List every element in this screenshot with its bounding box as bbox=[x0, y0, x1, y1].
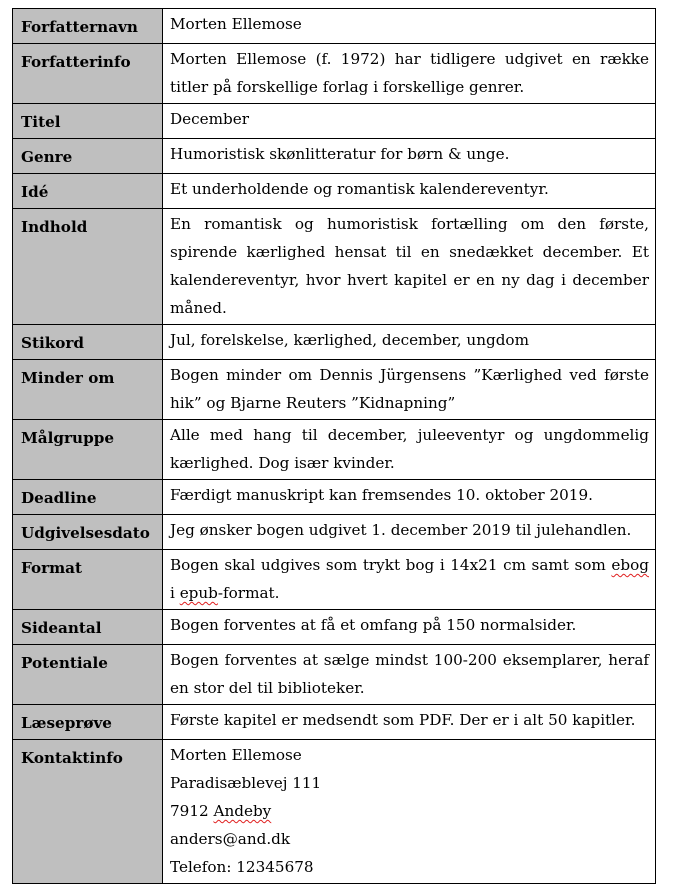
row-value: Et underholdende og romantisk kalendereventyr. bbox=[163, 174, 656, 209]
row-value: Jeg ønsker bogen udgivet 1. december 2019 til julehandlen. bbox=[163, 515, 656, 550]
table-row bbox=[13, 515, 656, 550]
row-label: Stikord bbox=[13, 325, 163, 360]
row-value: Første kapitel er medsendt som PDF. Der er i alt 50 kapitler. bbox=[163, 705, 656, 740]
row-value: Færdigt manuskript kan fremsendes 10. oktober 2019. bbox=[163, 480, 656, 515]
row-value: Bogen minder om Dennis Jürgensens ”Kærlighed ved første hik” og Bjarne Reuters ”Kidnapning” bbox=[163, 360, 656, 420]
row-label: Genre bbox=[13, 139, 163, 174]
row-label: Potentiale bbox=[13, 645, 163, 705]
row-label: Læseprøve bbox=[13, 705, 163, 740]
row-label: Sideantal bbox=[13, 610, 163, 645]
table-row bbox=[13, 705, 656, 740]
format-text-start: Bogen skal udgives som trykt bog i 14x21 cm samt som bbox=[170, 556, 612, 574]
row-label: Deadline bbox=[13, 480, 163, 515]
table-row bbox=[13, 610, 656, 645]
spellcheck-word: epub bbox=[179, 584, 218, 602]
contact-street: Paradisæblevej 111 bbox=[170, 774, 322, 792]
row-value: Bogen forventes at sælge mindst 100-200 eksemplarer, heraf en stor del til biblioteker. bbox=[163, 645, 656, 705]
table-row bbox=[13, 480, 656, 515]
row-value: Humoristisk skønlitteratur for børn & unge. bbox=[163, 139, 656, 174]
table-row bbox=[13, 9, 656, 44]
contact-phone: Telefon: 12345678 bbox=[170, 858, 314, 876]
row-label: Titel bbox=[13, 104, 163, 139]
table-row bbox=[13, 740, 656, 884]
row-label: Minder om bbox=[13, 360, 163, 420]
contact-block bbox=[163, 740, 656, 884]
table-row bbox=[13, 44, 656, 104]
row-label: Idé bbox=[13, 174, 163, 209]
row-label: Indhold bbox=[13, 209, 163, 325]
row-value: Morten Ellemose bbox=[163, 9, 656, 44]
table-row bbox=[13, 139, 656, 174]
table-row bbox=[13, 325, 656, 360]
table-row bbox=[13, 360, 656, 420]
table-row bbox=[13, 209, 656, 325]
row-value: En romantisk og humoristisk fortælling om den første, spirende kærlighed hensat til en snedækket december. Et kalendereventyr, hvor hvert kapitel er en ny dag i december måned. bbox=[163, 209, 656, 325]
table-row bbox=[13, 174, 656, 209]
format-text-mid: i bbox=[170, 584, 180, 602]
contact-name: Morten Ellemose bbox=[170, 746, 302, 764]
table-row bbox=[13, 104, 656, 139]
row-label: Format bbox=[13, 550, 163, 610]
row-value: Alle med hang til december, juleeventyr og ungdommelig kærlighed. Dog især kvinder. bbox=[163, 420, 656, 480]
row-value: Morten Ellemose (f. 1972) har tidligere udgivet en række titler på forskellige forlag i forskellige genrer. bbox=[163, 44, 656, 104]
row-label: Udgivelsesdato bbox=[13, 515, 163, 550]
table-row bbox=[13, 420, 656, 480]
row-label: Målgruppe bbox=[13, 420, 163, 480]
row-label: Forfatternavn bbox=[13, 9, 163, 44]
table-row bbox=[13, 645, 656, 705]
contact-email: anders@and.dk bbox=[170, 830, 291, 848]
table-row bbox=[13, 550, 656, 610]
row-label: Kontaktinfo bbox=[13, 740, 163, 884]
row-value: Bogen forventes at få et omfang på 150 normalsider. bbox=[163, 610, 656, 645]
row-value bbox=[163, 550, 656, 610]
contact-zip: 7912 bbox=[170, 802, 209, 820]
spellcheck-word: ebog bbox=[611, 556, 649, 574]
contact-city: Andeby bbox=[213, 802, 272, 820]
row-value: December bbox=[163, 104, 656, 139]
format-text-end: -format. bbox=[217, 584, 280, 602]
manuscript-info-table bbox=[12, 8, 656, 884]
row-value: Jul, forelskelse, kærlighed, december, ungdom bbox=[163, 325, 656, 360]
row-label: Forfatterinfo bbox=[13, 44, 163, 104]
contact-city-line bbox=[170, 797, 649, 825]
